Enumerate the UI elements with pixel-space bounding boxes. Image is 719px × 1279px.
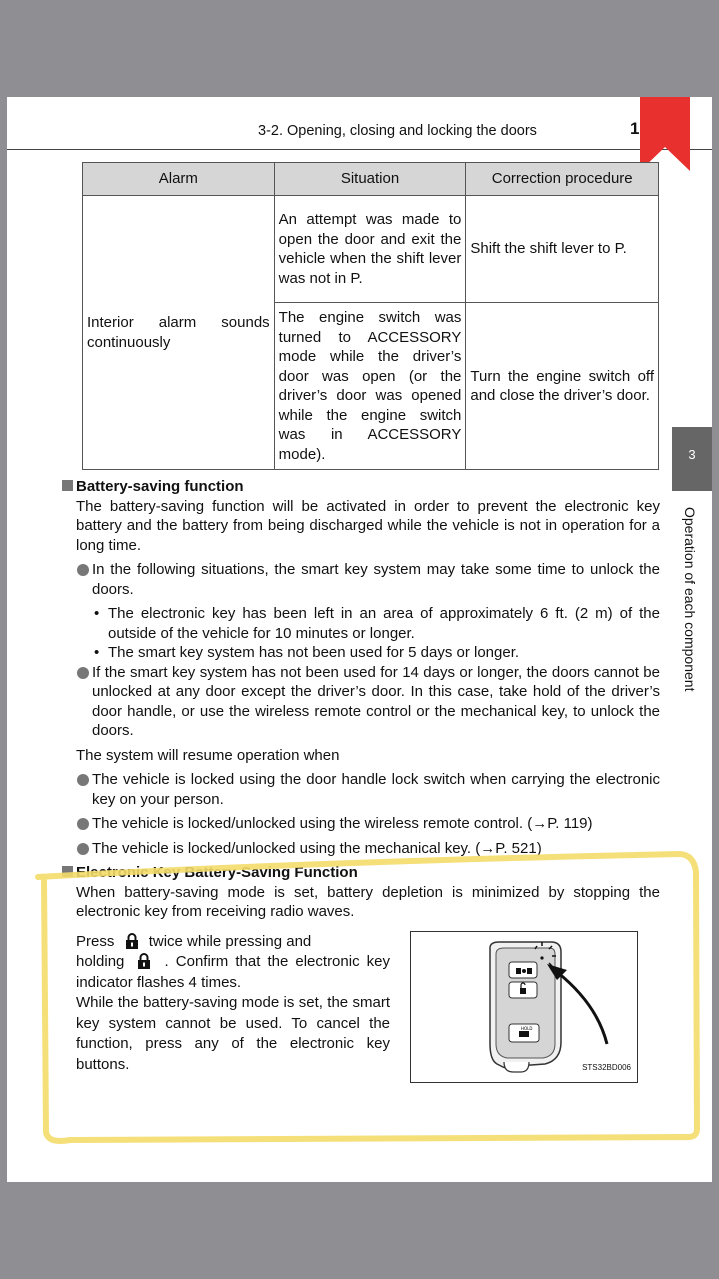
bullet-icon xyxy=(77,564,89,576)
page-number: 1 xyxy=(630,119,640,138)
body-content xyxy=(62,477,660,1082)
table-header: Correction procedure xyxy=(466,163,659,196)
instruction-text: Press twice while pressing and holding . Confirm that the electronic key indicator flashes 4 times. While the battery-saving mode is set, the smart key system cannot be used. To cancel the function, press any of the electronic key buttons. xyxy=(76,932,390,1073)
correction-cell: Turn the engine switch off and close the driver’s door. xyxy=(466,303,659,470)
list-item: In the following situations, the smart key system may take some time to unlock the doors. xyxy=(62,560,660,599)
page-header xyxy=(7,97,712,150)
section-heading: Electronic Key Battery-Saving Function xyxy=(62,863,660,883)
square-bullet-icon xyxy=(62,480,73,491)
figure-code: STS32BD006 xyxy=(582,1063,631,1072)
table-header: Alarm xyxy=(83,163,275,196)
alarm-cell: Interior alarm sounds continuously xyxy=(83,196,275,470)
chapter-label xyxy=(672,507,712,737)
chapter-title: Operation of each component xyxy=(682,507,698,692)
paragraph: The battery-saving function will be activated in order to prevent the electronic key battery and the battery from being discharged while the vehicle is not in operation for a long time. xyxy=(76,497,660,554)
lock-icon xyxy=(125,932,139,949)
square-bullet-icon xyxy=(62,866,73,877)
manual-page xyxy=(7,97,712,1182)
section-heading: Battery-saving function xyxy=(62,477,660,497)
table-header-row xyxy=(83,163,659,196)
alarm-table xyxy=(82,162,659,470)
situation-cell: An attempt was made to open the door and exit the vehicle when the shift lever was not in P. xyxy=(274,196,466,303)
bullet-icon xyxy=(77,774,89,786)
list-item: The vehicle is locked/unlocked using the mechanical key. (→P. 521) xyxy=(62,839,660,859)
section-title: 3-2. Opening, closing and locking the doors xyxy=(258,123,537,139)
paragraph: The system will resume operation when xyxy=(76,746,340,764)
table-header: Situation xyxy=(274,163,466,196)
bullet-icon xyxy=(77,667,89,679)
svg-text:HOLD: HOLD xyxy=(521,1025,533,1031)
list-item: If the smart key system has not been used for 14 days or longer, the doors cannot be unlocked at any door except the driver’s door. In this case, take hold of the driver’s door handle, or use the wireless remote control or the mechanical key, to unlock the doors. xyxy=(62,663,660,741)
table-row xyxy=(83,196,659,303)
lock-icon xyxy=(137,952,151,969)
bullet-icon xyxy=(77,818,89,830)
smart-key-figure xyxy=(410,931,638,1083)
situation-cell: The engine switch was turned to ACCESSORY mode while the driver’s door was open (or the driver’s door was opened while the engine switch was in ACCESSORY mode). xyxy=(274,303,466,470)
chapter-tab: 3 xyxy=(672,427,712,491)
paragraph: When battery-saving mode is set, battery depletion is minimized by stopping the electronic key from receiving radio waves. xyxy=(76,883,660,920)
sub-list-item: • The smart key system has not been used for 5 days or longer. xyxy=(94,644,520,661)
correction-cell: Shift the shift lever to P. xyxy=(466,196,659,303)
list-item: The vehicle is locked using the door handle lock switch when carrying the electronic key on your person. xyxy=(62,770,660,809)
sub-list-item: • The electronic key has been left in an area of approximately 6 ft. (2 m) of the outside of the vehicle for 10 minutes or longer. xyxy=(94,605,660,642)
ekbs-instructions xyxy=(76,932,660,1082)
bullet-icon xyxy=(77,843,89,855)
list-item: The vehicle is locked/unlocked using the wireless remote control. (→P. 119) xyxy=(62,814,660,834)
bookmark-ribbon-icon[interactable] xyxy=(640,97,690,171)
